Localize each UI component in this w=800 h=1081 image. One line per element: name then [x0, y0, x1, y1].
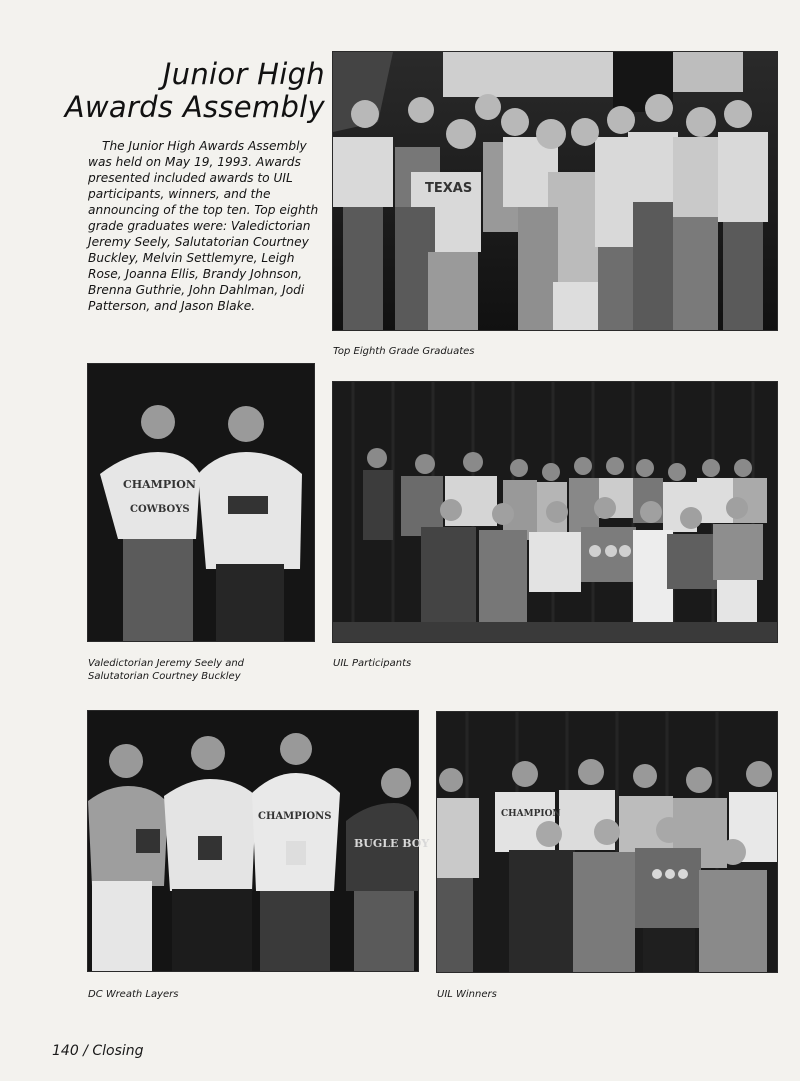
caption-valedictorian-line-2: Salutatorian Courtney Buckley — [88, 671, 241, 682]
photo-uil-participants-image — [333, 382, 777, 642]
caption-top-graduates: Top Eighth Grade Graduates — [333, 346, 475, 357]
winners-shirt-text: CHAMPION — [501, 809, 561, 819]
page-folio: 140 / Closing — [52, 1043, 144, 1059]
photo-top-graduates-image — [333, 52, 777, 330]
photo-uil-participants — [333, 382, 777, 642]
valedictorian-shirt-text-bottom: COWBOYS — [130, 504, 190, 515]
photo-uil-winners-image — [437, 712, 777, 972]
caption-uil-participants: UIL Participants — [333, 658, 412, 669]
intro-text: The Junior High Awards Assembly was held on May 19, 1993. Awards presented included awards to UIL participants, winners, and the announcing of the top ten. Top eighth grade graduates were: Valedictorian Jeremy Seely, Salutatorian Courtney Buckley, Melvin Settlemyre, Leigh Rose, Joanna Ellis, Brandy Johnson, Brenna Guthrie, John Dahlman, Jodi Patterson, and Jason Blake. — [88, 139, 319, 313]
page-title — [40, 58, 325, 124]
photo-uil-winners — [437, 712, 777, 972]
wreath-shirt-text-a: CHAMPIONS — [258, 811, 332, 822]
caption-valedictorian-salutatorian — [88, 657, 244, 683]
title-line-1: Junior High — [162, 57, 325, 91]
title-line-2: Awards Assembly — [64, 90, 325, 124]
photo-dc-wreath-layers — [88, 711, 430, 971]
caption-valedictorian-line-1: Valedictorian Jeremy Seely and — [88, 658, 245, 669]
intro-paragraph — [88, 138, 320, 314]
wreath-shirt-text-b: BUGLE BOY — [354, 837, 430, 850]
caption-uil-winners: UIL Winners — [437, 989, 497, 1000]
caption-dc-wreath-layers: DC Wreath Layers — [88, 989, 179, 1000]
photo-valedictorian-salutatorian-image — [88, 364, 314, 641]
photo-dc-wreath-layers-image — [88, 711, 430, 971]
valedictorian-shirt-text-top: CHAMPION — [123, 478, 196, 491]
photo-top-graduates — [333, 52, 777, 330]
graduates-shirt-text: TEXAS — [425, 181, 473, 196]
photo-valedictorian-salutatorian — [88, 364, 314, 641]
